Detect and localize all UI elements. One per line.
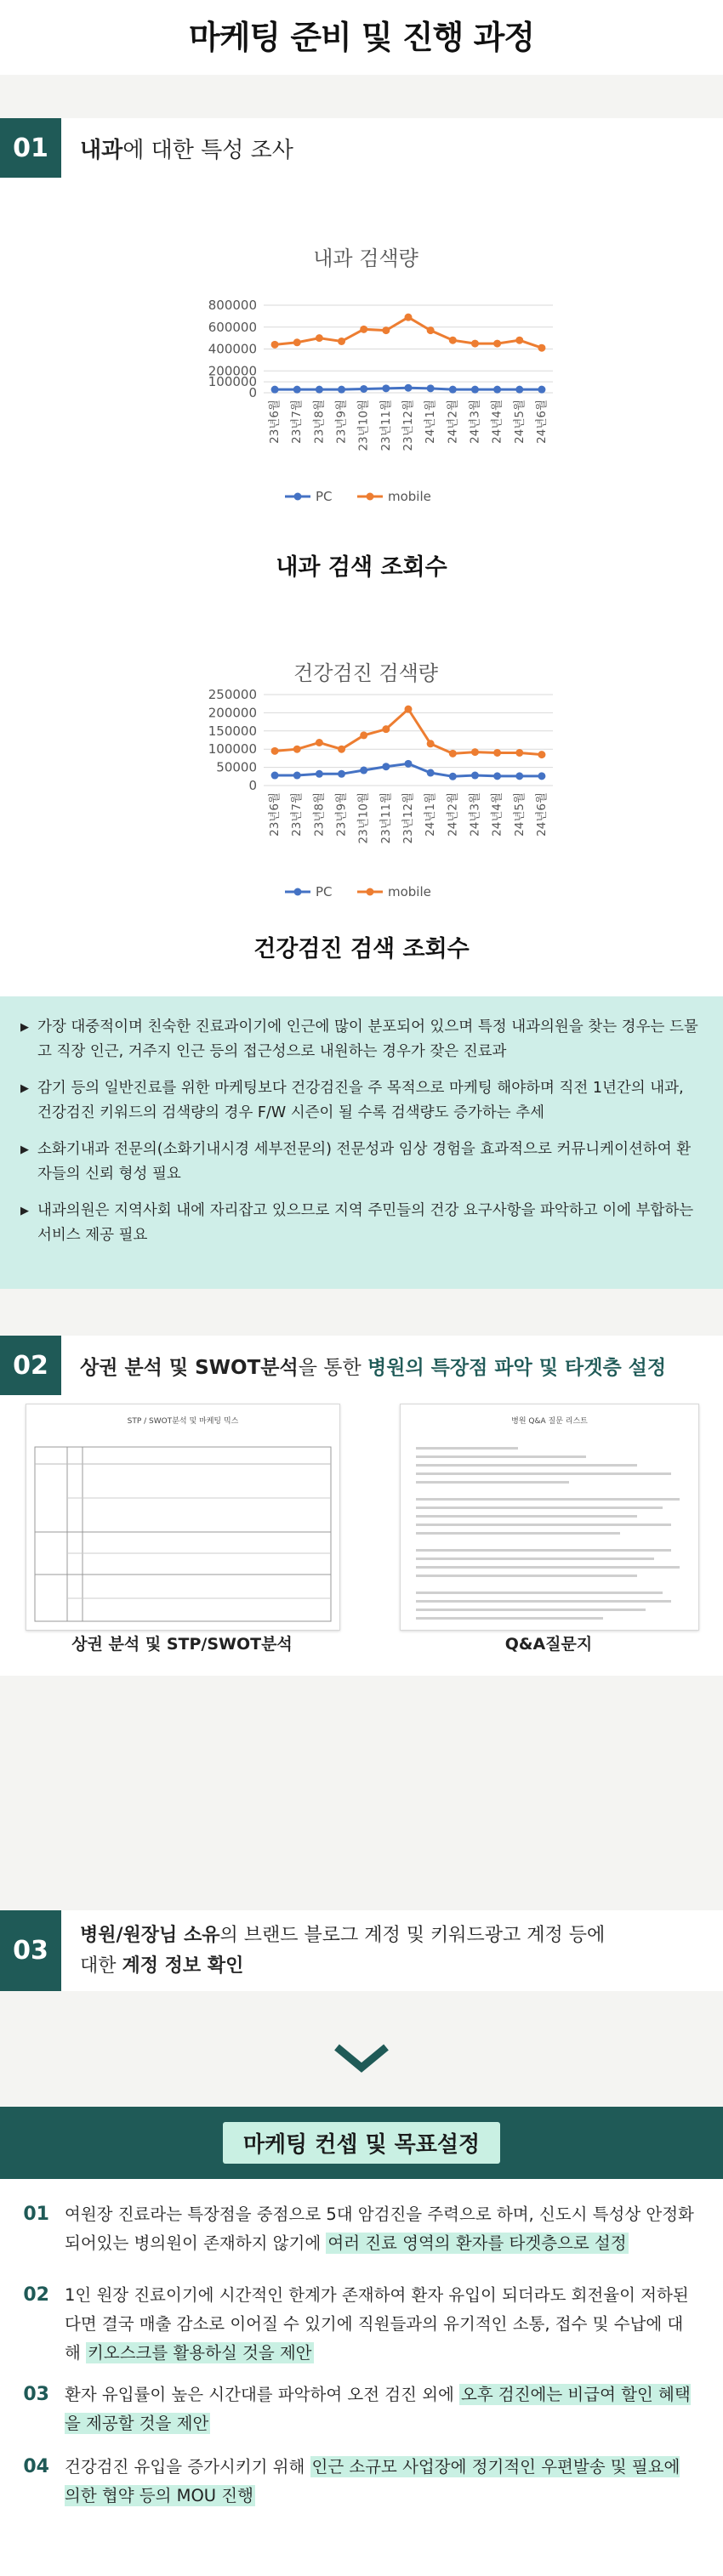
data-point-PC: [515, 386, 523, 394]
text-line: [416, 1609, 646, 1611]
legend-marker: [367, 888, 374, 896]
section-number: 02: [0, 1336, 61, 1395]
data-point-mobile: [538, 344, 545, 352]
data-point-PC: [405, 760, 413, 768]
goal-text: 1인 원장 진료이기에 시간적인 한계가 존재하여 환자 유입이 되더라도 회전율이 저하된다면 결국 매출 감소로 이어질 수 있기에 직원들과의 유기적인 소통, 접수 및 수납에 대해 키오스크를 활용하실 것을 제안: [65, 2285, 689, 2363]
text-line: [416, 1464, 637, 1467]
data-point-mobile: [316, 739, 323, 746]
data-point-PC: [338, 770, 345, 778]
data-point-PC: [449, 386, 457, 394]
text-line: [416, 1592, 663, 1594]
data-point-mobile: [427, 326, 435, 334]
x-tick-label: 23년7월: [290, 400, 305, 444]
legend-label: mobile: [388, 489, 431, 504]
legend-marker: [294, 888, 302, 896]
marketing-concept-panel: [0, 2107, 723, 2576]
data-point-mobile: [471, 340, 479, 348]
section-heading: [61, 1921, 605, 1982]
legend-label: PC: [316, 884, 333, 899]
page-title: 마케팅 준비 및 진행 과정: [0, 0, 723, 75]
y-tick-label: 200000: [208, 363, 257, 379]
data-point-PC: [515, 772, 523, 780]
data-point-mobile: [338, 338, 345, 345]
data-point-mobile: [360, 731, 367, 739]
heading-line2: 대한: [80, 1955, 122, 1977]
data-point-PC: [293, 772, 301, 780]
x-tick-label: 24년3월: [468, 792, 482, 837]
goal-text: 여원장 진료라는 특장점을 중점으로 5대 암검진을 주력으로 하며, 신도시 특성상 안정화 되어있는 병의원이 존재하지 않기에 여러 진료 영역의 환자를 타겟층으로 설정: [65, 2204, 694, 2253]
data-point-mobile: [538, 751, 545, 758]
chart-title-1: 내과 검색량: [313, 247, 418, 270]
thumb-title: 병원 Q&A 질문 리스트: [511, 1417, 588, 1426]
thumb-caption-1: 상권 분석 및 STP/SWOT분석: [71, 1635, 293, 1654]
data-point-mobile: [271, 747, 279, 755]
data-point-mobile: [338, 746, 345, 753]
data-point-mobile: [493, 749, 501, 757]
x-tick-label: 23년12월: [401, 792, 415, 844]
text-line: [416, 1549, 671, 1552]
data-point-PC: [493, 772, 501, 780]
table-grid-icon: [26, 1404, 339, 1630]
y-tick-label: 0: [248, 385, 257, 400]
data-point-mobile: [427, 740, 435, 747]
data-point-PC: [360, 385, 367, 393]
x-tick-label: 24년4월: [490, 400, 504, 444]
goal-item: [0, 2453, 723, 2511]
y-tick-label: 150000: [208, 723, 257, 739]
goal-highlight: 오후 검진에는 비급여 할인 혜택을 제공할 것을 제안: [65, 2385, 691, 2433]
data-point-mobile: [449, 337, 457, 344]
chart-internal-medicine: [166, 224, 566, 679]
goal-text: 건강검진 유입을 증가시키기 위해 인근 소규모 사업장에 정기적인 우편발송 및 필요에 의한 협약 등의 MOU 진행: [65, 2457, 680, 2505]
data-point-mobile: [382, 326, 390, 334]
data-point-PC: [493, 386, 501, 394]
text-line: [416, 1481, 569, 1484]
stp-swot-document-thumbnail: [26, 1404, 340, 1631]
x-tick-label: 23년11월: [379, 400, 393, 451]
data-point-mobile: [293, 746, 301, 753]
section-number: 03: [0, 1910, 61, 1991]
chart-card-1: [166, 224, 566, 679]
data-point-PC: [293, 386, 301, 394]
text-line: [416, 1558, 654, 1560]
triangle-bullet-icon: ▶: [20, 1205, 29, 1217]
chart-title-2: 건강검진 검색량: [293, 661, 438, 685]
goal-highlight: 여러 진료 영역의 환자를 타겟층으로 설정: [327, 2233, 627, 2253]
finding-item: [20, 1199, 703, 1248]
legend-label: PC: [316, 489, 333, 504]
y-tick-label: 50000: [216, 759, 257, 775]
text-line: [416, 1472, 671, 1475]
chart-caption-2: 건강검진 검색 조회수: [253, 936, 470, 962]
y-tick-label: 100000: [208, 374, 257, 390]
data-point-mobile: [405, 706, 413, 713]
section-03-header: [0, 1910, 723, 1991]
qa-document-thumbnail: [400, 1404, 699, 1631]
text-line: [416, 1575, 637, 1577]
data-point-PC: [471, 386, 479, 394]
data-point-mobile: [271, 341, 279, 349]
text-line: [416, 1523, 671, 1526]
y-tick-label: 100000: [208, 741, 257, 757]
data-point-PC: [271, 772, 279, 780]
data-point-PC: [427, 384, 435, 392]
text-line: [416, 1566, 680, 1569]
heading-line2-bold: 계정 정보 확인: [122, 1955, 244, 1977]
x-tick-label: 24년2월: [446, 792, 460, 837]
triangle-bullet-icon: ▶: [20, 1143, 29, 1156]
data-point-mobile: [316, 334, 323, 342]
chevron-down-icon: [333, 2044, 390, 2073]
data-point-mobile: [449, 750, 457, 757]
data-point-PC: [271, 386, 279, 394]
goal-highlight: 인근 소규모 사업장에 정기적인 우편발송 및 필요에 의한 협약 등의 MOU 진행: [65, 2457, 680, 2505]
goal-number: 03: [23, 2384, 49, 2405]
chart-caption-1: 내과 검색 조회수: [276, 554, 447, 581]
goal-item: [0, 2200, 723, 2258]
thumb-caption-2: Q&A질문지: [504, 1635, 593, 1654]
text-line: [416, 1506, 663, 1509]
section-02-header: [0, 1336, 723, 1395]
x-tick-label: 24년6월: [534, 792, 549, 837]
x-tick-label: 24년1월: [424, 400, 438, 444]
data-point-mobile: [293, 338, 301, 346]
text-line: [416, 1617, 603, 1620]
x-tick-label: 23년12월: [401, 400, 415, 451]
goal-highlight: 키오스크를 활용하실 것을 제안: [88, 2343, 312, 2363]
charts-panel: [0, 178, 723, 996]
chart-health-checkup: [166, 635, 566, 916]
section-number: 01: [0, 118, 61, 178]
concept-title: 마케팅 컨셉 및 목표설정: [223, 2122, 500, 2164]
x-tick-label: 23년8월: [312, 400, 327, 444]
x-tick-label: 24년5월: [512, 400, 527, 444]
data-point-mobile: [515, 337, 523, 344]
x-tick-label: 24년2월: [446, 400, 460, 444]
finding-item: [20, 1015, 703, 1064]
data-point-PC: [360, 767, 367, 775]
section-01-header: [0, 118, 723, 178]
y-tick-label: 0: [248, 778, 257, 793]
data-point-PC: [538, 772, 545, 780]
legend-label: mobile: [388, 884, 431, 899]
data-point-mobile: [405, 314, 413, 321]
x-tick-label: 23년8월: [312, 792, 327, 837]
finding-text: 내과의원은 지역사회 내에 자리잡고 있으므로 지역 주민들의 건강 요구사항을 파악하고 이에 부합하는 서비스 제공 필요: [37, 1202, 694, 1244]
heading-mid: 의 브랜드 블로그 계정 및 키워드광고 계정 등에: [219, 1924, 606, 1946]
text-line: [416, 1600, 671, 1603]
finding-item: [20, 1076, 703, 1126]
finding-text: 소화기내과 전문의(소화기내시경 세부전문의) 전문성과 임상 경험을 효과적으로 커뮤니케이션하여 환자들의 신뢰 형성 필요: [37, 1141, 692, 1183]
x-tick-label: 23년9월: [334, 792, 349, 837]
finding-text: 감기 등의 일반진료를 위한 마케팅보다 건강검진을 주 목적으로 마케팅 해야하며 직전 1년간의 내과, 건강검진 키워드의 검색량의 경우 F/W 시즌이 될 수록 검색량도 증가하는 추세: [37, 1080, 684, 1121]
goal-text: 환자 유입률이 높은 시간대를 파악하여 오전 검진 외에 오후 검진에는 비급여 할인 혜택을 제공할 것을 제안: [65, 2385, 691, 2433]
x-tick-label: 23년10월: [356, 400, 371, 451]
data-point-PC: [405, 384, 413, 392]
heading-bold: 내과: [80, 137, 123, 163]
finding-item: [20, 1138, 703, 1187]
series-line-mobile: [275, 709, 542, 755]
goal-number: 02: [23, 2284, 49, 2306]
text-line: [416, 1515, 637, 1518]
findings-box: [0, 996, 723, 1289]
x-tick-label: 24년1월: [424, 792, 438, 837]
legend-marker: [294, 493, 302, 501]
heading-bold: 병원/원장님 소유: [80, 1924, 220, 1946]
x-tick-label: 23년9월: [334, 400, 349, 444]
heading-teal: 병원의 특장점 파악 및 타겟층 설정: [367, 1356, 667, 1379]
chart-card-2: [166, 635, 566, 916]
x-tick-label: 24년6월: [534, 400, 549, 444]
text-line: [416, 1447, 518, 1450]
heading-rest: 에 대한 특성 조사: [122, 137, 293, 163]
data-point-PC: [316, 770, 323, 778]
data-point-mobile: [493, 340, 501, 348]
x-tick-label: 24년4월: [490, 792, 504, 837]
section-heading: [61, 133, 293, 164]
data-point-mobile: [471, 748, 479, 756]
data-point-PC: [338, 386, 345, 394]
concept-title-bar: [0, 2107, 723, 2179]
triangle-bullet-icon: ▶: [20, 1021, 29, 1034]
data-point-mobile: [515, 749, 523, 757]
y-tick-label: 200000: [208, 705, 257, 721]
x-tick-label: 24년3월: [468, 400, 482, 444]
data-point-PC: [382, 763, 390, 770]
data-point-mobile: [382, 725, 390, 733]
x-tick-label: 23년6월: [268, 400, 282, 444]
series-line-mobile: [275, 317, 542, 348]
text-line: [416, 1532, 620, 1535]
x-tick-label: 24년5월: [512, 792, 527, 837]
goal-number: 04: [23, 2456, 49, 2477]
text-line: [416, 1455, 586, 1458]
analysis-panel: [0, 1395, 723, 1676]
section-heading: [61, 1352, 666, 1380]
x-tick-label: 23년7월: [290, 792, 305, 837]
y-tick-label: 600000: [208, 319, 257, 335]
finding-text: 가장 대중적이며 친숙한 진료과이기에 인근에 많이 분포되어 있으며 특정 내과의원을 찾는 경우는 드물고 직장 인근, 거주지 인근 등의 접근성으로 내원하는 경우가 잦은 진료과: [37, 1018, 698, 1060]
text-line: [416, 1498, 680, 1501]
heading-mid: 을 통한: [298, 1356, 368, 1379]
data-point-PC: [538, 386, 545, 394]
goal-number: 01: [23, 2204, 49, 2225]
data-point-PC: [449, 773, 457, 780]
goal-item: [0, 2380, 723, 2438]
data-point-mobile: [360, 326, 367, 333]
x-tick-label: 23년10월: [356, 792, 371, 844]
data-point-PC: [471, 772, 479, 780]
legend-marker: [367, 493, 374, 501]
y-tick-label: 800000: [208, 298, 257, 313]
data-point-PC: [382, 384, 390, 392]
y-tick-label: 250000: [208, 687, 257, 702]
goal-item: [0, 2281, 723, 2368]
thumb-title: STP / SWOT분석 및 마케팅 믹스: [127, 1417, 239, 1426]
data-point-PC: [427, 769, 435, 777]
triangle-bullet-icon: ▶: [20, 1082, 29, 1095]
x-tick-label: 23년11월: [379, 792, 393, 844]
heading-bold: 상권 분석 및 SWOT분석: [80, 1356, 299, 1379]
data-point-PC: [316, 386, 323, 394]
y-tick-label: 400000: [208, 341, 257, 357]
x-tick-label: 23년6월: [268, 792, 282, 837]
